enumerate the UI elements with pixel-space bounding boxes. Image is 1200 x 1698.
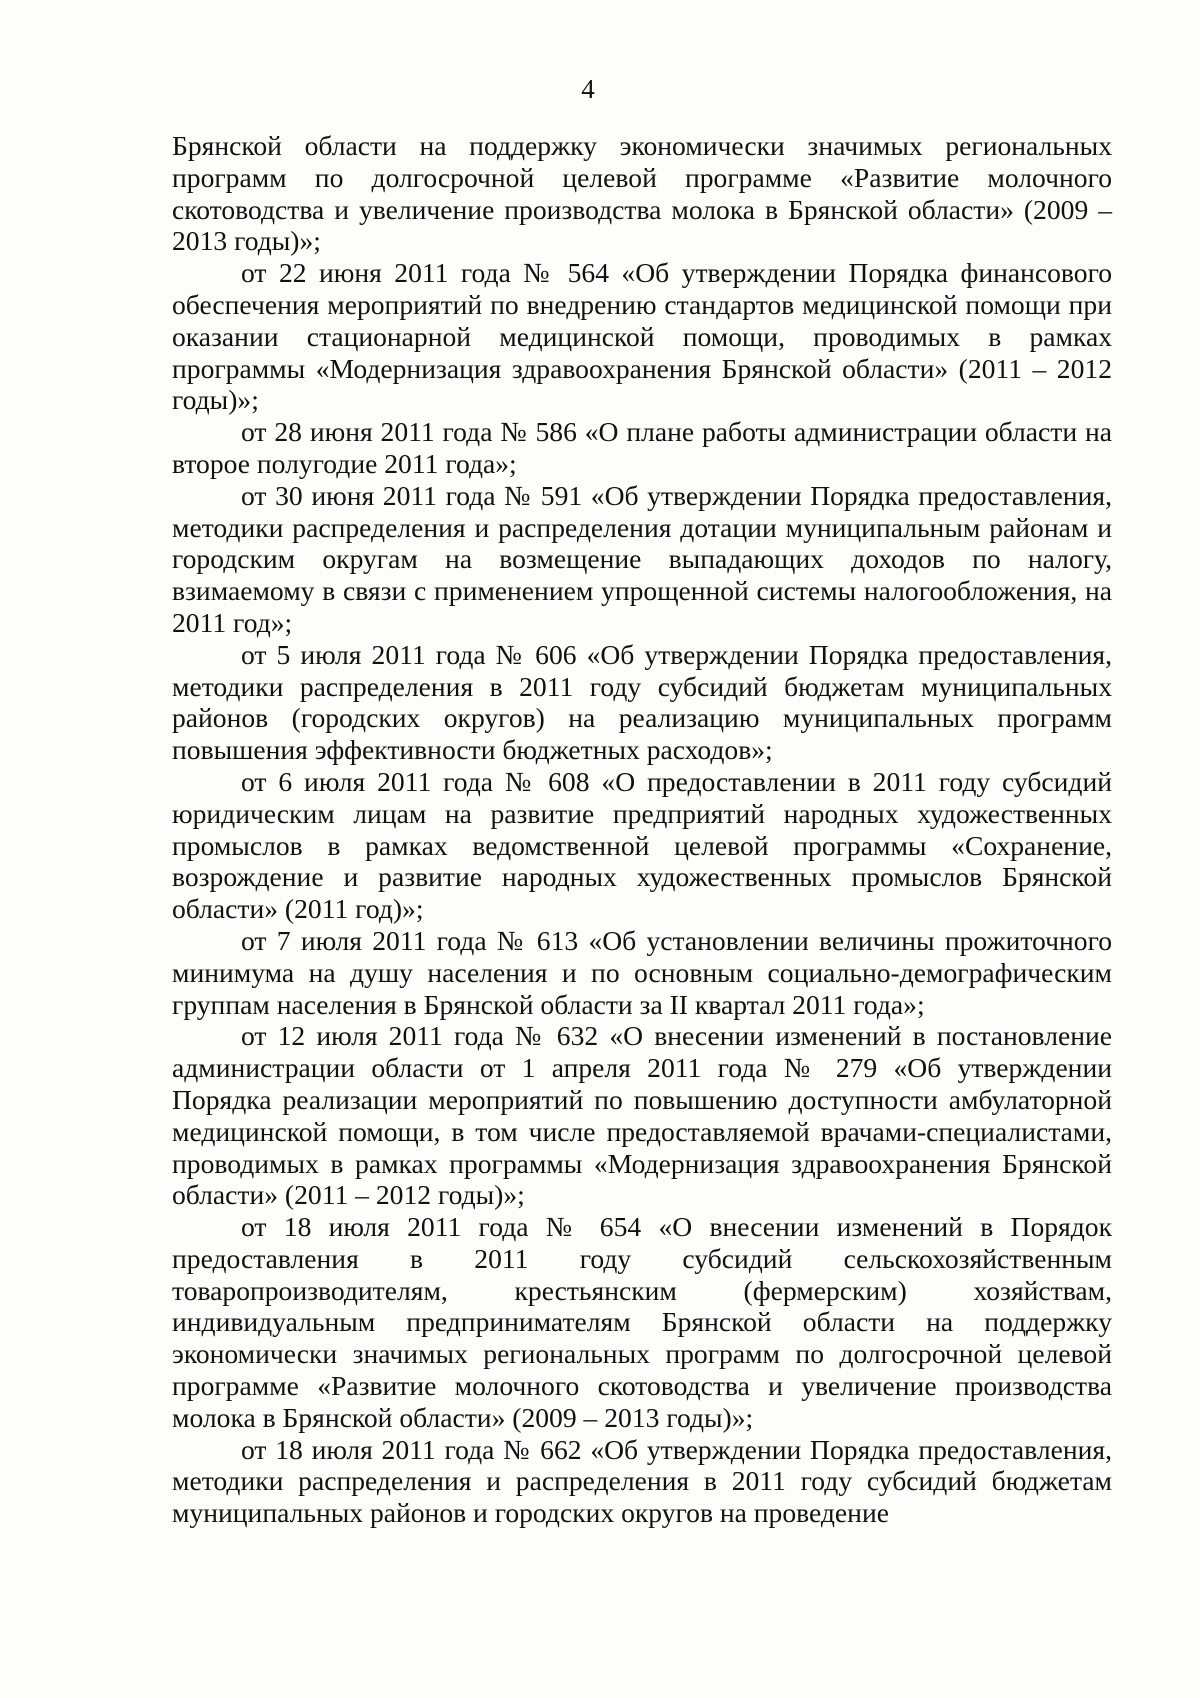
paragraph-decree-654: от 18 июля 2011 года № 654 «О внесении изменений в Порядок предоставления в 2011 году субсидий сельскохозяйственным товаропроизводителям, крестьянским (фермерским) хозяйствам, индивидуальным предпринимателям Брянской области на поддержку экономически значимых региональных программ по долгосрочной целевой программе «Развитие молочного скотоводства и увеличение производства молока в Брянской области» (2009 – 2013 годы)»; xyxy=(172,1211,1112,1433)
paragraph-continuation: Брянской области на поддержку экономически значимых региональных программ по долгосрочной целевой программе «Развитие молочного скотоводства и увеличение производства молока в Брянской области» (2009 – 2013 годы)»; xyxy=(172,130,1112,257)
page-number: 4 xyxy=(581,74,595,104)
paragraph-decree-564: от 22 июня 2011 года № 564 «Об утверждении Порядка финансового обеспечения мероприятий по внедрению стандартов медицинской помощи при оказании стационарной медицинской помощи, проводимых в рамках программы «Модернизация здравоохранения Брянской области» (2011 – 2012 годы)»; xyxy=(172,257,1112,416)
paragraph-decree-662: от 18 июля 2011 года № 662 «Об утверждении Порядка предоставления, методики распределения и распределения в 2011 году субсидий бюджетам муниципальных районов и городских округов на проведение xyxy=(172,1433,1112,1529)
paragraph-decree-606: от 5 июля 2011 года № 606 «Об утверждении Порядка предоставления, методики распределения в 2011 году субсидий бюджетам муниципальных районов (городских округов) на реализацию муниципальных программ повышения эффективности бюджетных расходов»; xyxy=(172,638,1112,766)
paragraph-decree-632: от 12 июля 2011 года № 632 «О внесении изменений в постановление администрации области от 1 апреля 2011 года № 279 «Об утверждении Порядка реализации мероприятий по повышению доступности амбулаторной медицинской помощи, в том числе предоставляемой врачами-специалистами, проводимых в рамках программы «Модернизация здравоохранения Брянской области» (2011 – 2012 годы)»; xyxy=(172,1020,1112,1211)
paragraph-decree-591: от 30 июня 2011 года № 591 «Об утверждении Порядка предоставления, методики распределения и распределения дотации муниципальным районам и городским округам на возмещение выпадающих доходов по налогу, взимаемому в связи с применением упрощенной системы налогообложения, на 2011 год»; xyxy=(172,479,1112,638)
paragraph-decree-608: от 6 июля 2011 года № 608 «О предоставлении в 2011 году субсидий юридическим лицам на развитие предприятий народных художественных промыслов в рамках ведомственной целевой программы «Сохранение, возрождение и развитие народных художественных промыслов Брянской области» (2011 год)»; xyxy=(172,765,1112,925)
document-body xyxy=(172,130,1112,1529)
paragraph-decree-613: от 7 июля 2011 года № 613 «Об установлении величины прожиточного минимума на душу населения и по основным социально-демографическим группам населения в Брянской области за II квартал 2011 года»; xyxy=(172,924,1112,1020)
paragraph-decree-586: от 28 июня 2011 года № 586 «О плане работы администрации области на второе полугодие 2011 года»; xyxy=(172,416,1112,479)
